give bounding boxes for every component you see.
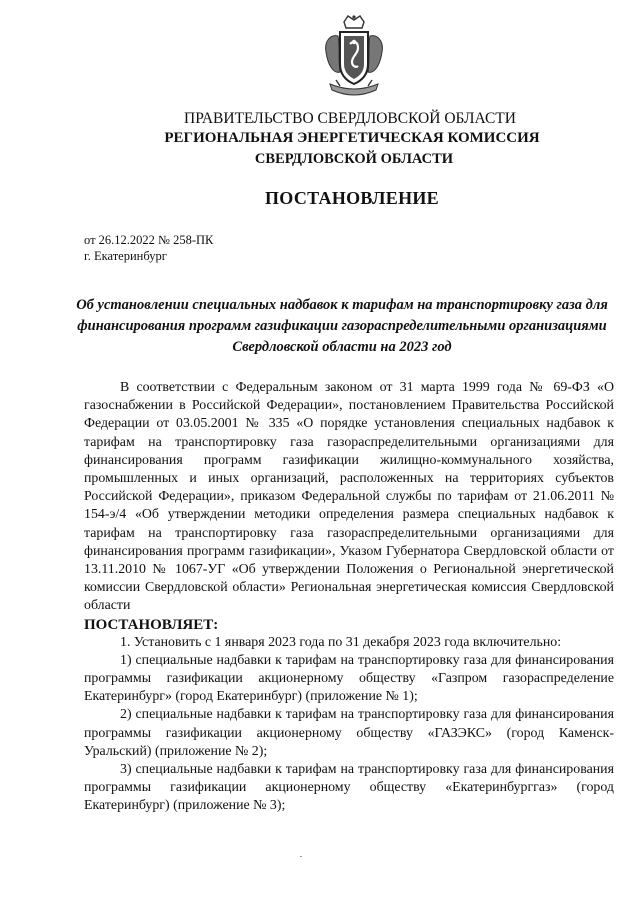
- government-title: ПРАВИТЕЛЬСТВО СВЕРДЛОВСКОЙ ОБЛАСТИ: [184, 110, 516, 127]
- subpoint-2: 2) специальные надбавки к тарифам на транспортировку газа для финансирования программы газификации акционерному обществу «ГАЗЭКС» (город Каменск-Уральский) (приложение № 2);: [84, 707, 614, 759]
- region-title: СВЕРДЛОВСКОЙ ОБЛАСТИ: [254, 151, 454, 167]
- document-city: г. Екатеринбург: [84, 249, 167, 263]
- preamble-paragraph: В соответствии с Федеральным законом от 31 марта 1999 года № 69-ФЗ «О газоснабжении в Российской Федерации», постановлением Правительства Российской Федерации от 03.05.2001 № 335 «О порядке установления специальных надбавок к тарифам на транспортировку газа газораспределительными организациями для финансирования программ газификации жилищно-коммунального хозяйства, промышленных и иных организаций, расположенных на территориях субъектов Российской Федерации», приказом Федеральной службы по тарифам от 21.06.2011 № 154-э/4 «Об утверждении методики определения размера специальных надбавок к тарифам на транспортировку газа газораспределительными организациями для финансирования программ газификации», Указом Губернатора Свердловской области от 13.11.2010 № 1067-УГ «Об утверждении Положения о Региональной энергетической комиссии Свердловской области» Региональная энергетическая комиссия Свердловской области: [84, 380, 614, 614]
- page-mark: [300, 856, 302, 857]
- document-date-number: от 26.12.2022 № 258-ПК: [84, 233, 214, 247]
- document-type: ПОСТАНОВЛЕНИЕ: [265, 188, 439, 208]
- subpoint-1: 1) специальные надбавки к тарифам на транспортировку газа для финансирования программы газификации акционерному обществу «Газпром газораспределение Екатеринбург» (город Екатеринбург) (приложение № 1);: [84, 652, 614, 705]
- point-1: 1. Установить с 1 января 2023 года по 31 декабря 2023 года включительно:: [120, 634, 562, 650]
- document-body: [84, 379, 614, 816]
- document-subject: Об установлении специальных надбавок к тарифам на транспортировку газа для финансирования программ газификации газораспределительными организациями Свердловской области на 2023 год: [76, 297, 608, 355]
- commission-title: РЕГИОНАЛЬНАЯ ЭНЕРГЕТИЧЕСКАЯ КОМИССИЯ: [164, 130, 540, 146]
- subpoint-3: 3) специальные надбавки к тарифам на транспортировку газа для финансирования программы газификации акционерному обществу «Екатеринбурггаз» (город Екатеринбург) (приложение № 3);: [84, 762, 614, 814]
- resolves-heading: ПОСТАНОВЛЯЕТ:: [84, 616, 219, 633]
- coat-of-arms-emblem: [318, 14, 390, 104]
